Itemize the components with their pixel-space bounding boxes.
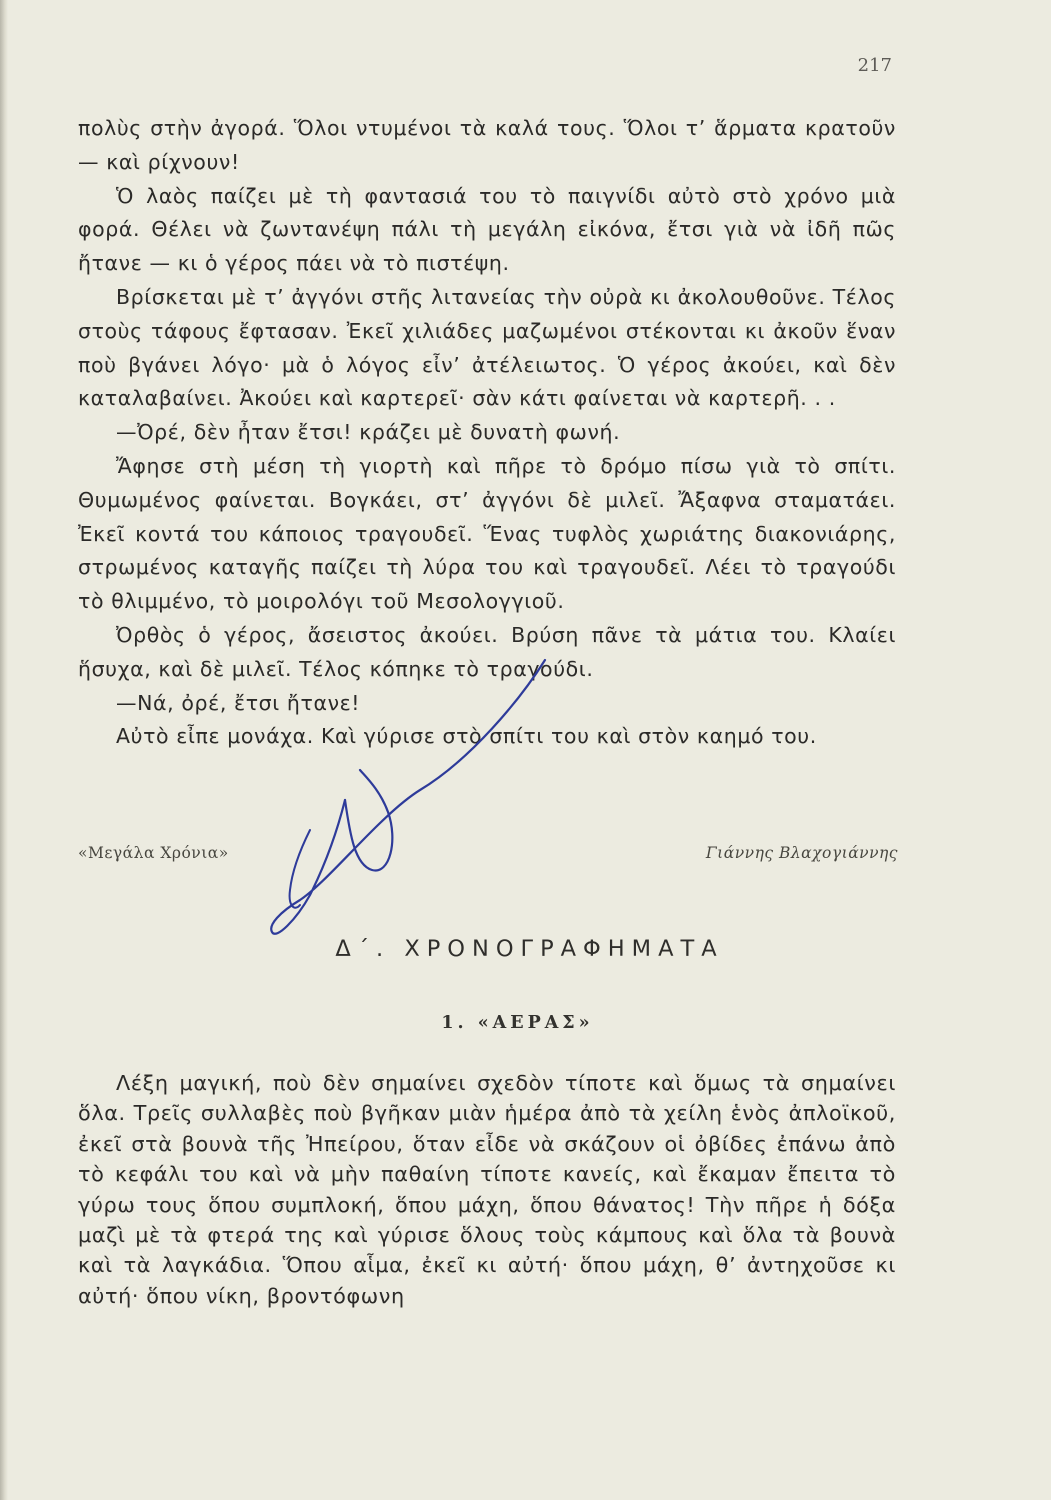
chronicle-text xyxy=(78,1068,896,1311)
paragraph: Ὀρθὸς ὁ γέρος, ἄσειστος ἀκούει. Βρύση πᾶνε τὰ μάτια του. Κλαίει ἥσυχα, καὶ δὲ μιλεῖ. Τέλος κόπηκε τὸ τραγούδι. xyxy=(78,622,896,681)
section-heading-text: Δ΄. ΧΡΟΝΟΓΡΑΦΗΜΑΤΑ xyxy=(335,936,724,962)
paragraph: Βρίσκεται μὲ τ’ ἀγγόνι στῆς λιτανείας τὴν οὐρὰ κι ἀκολουθοῦνε. Τέλος στοὺς τάφους ἔφτασαν. Ἐκεῖ χιλιάδες μαζωμένοι στέκονται κι ἀκοῦν ἕναν ποὺ βγάνει λόγο· μὰ ὁ λόγος εἶν’ ἀτέλειωτος. Ὁ γέρος ἀκούει, καὶ δὲν καταλαβαίνει. Ἀκούει καὶ καρτερεῖ· σὰν κάτι φαίνεται νὰ καρτερῆ. . . xyxy=(78,284,896,411)
page-binding-edge xyxy=(0,0,8,1500)
dialogue-line: —Νά, ὀρέ, ἔτσι ἤτανε! xyxy=(116,690,361,715)
paragraph: Ἄφησε στὴ μέση τὴ γιορτὴ καὶ πῆρε τὸ δρόμο πίσω γιὰ τὸ σπίτι. Θυμωμένος φαίνεται. Βογκάει, στ’ ἀγγόνι δὲ μιλεῖ. Ἄξαφνα σταματάει. Ἐκεῖ κοντά του κάποιος τραγουδεῖ. Ἕνας τυφλὸς χωριάτης διακονιάρης, στρωμένος καταγῆς παίζει τὴ λύρα του καὶ τραγουδεῖ. Λέει τὸ τραγούδι τὸ θλιμμένο, τὸ μοιρολόγι τοῦ Μεσολογγιοῦ. xyxy=(78,453,896,614)
paragraph: Λέξη μαγική, ποὺ δὲν σημαίνει σχεδὸν τίποτε καὶ ὅμως τὰ σημαίνει ὅλα. Τρεῖς συλλαβὲς ποὺ βγῆκαν μιὰν ἡμέρα ἀπὸ τὰ χείλη ἑνὸς ἀπλοϊκοῦ, ἐκεῖ στὰ βουνὰ τῆς Ἠπείρου, ὅταν εἶδε νὰ σκάζουν οἱ ὀβίδες ἐπάνω ἀπὸ τὸ κεφάλι του καὶ νὰ μὴν παθαίνη τίποτε κανείς, καὶ ἔκαμαν ἔπειτα τὸ γύρω τους ὅπου συμπλοκή, ὅπου μάχη, ὅπου θάνατος! Τὴν πῆρε ἡ δόξα μαζὶ μὲ τὰ φτερά της καὶ γύρισε ὅλους τοὺς κάμπους καὶ ὅλα τὰ βουνὰ καὶ τὰ λαγκάδια. Ὅπου αἷμα, ἐκεῖ κι αὐτή· ὅπου μάχη, θ’ ἀντηχοῦσε κι αὐτή· ὅπου νίκη, βροντόφωνη xyxy=(78,1071,896,1308)
paragraph: πολὺς στὴν ἀγορά. Ὅλοι ντυμένοι τὰ καλά τους. Ὅλοι τ’ ἅρματα κρατοῦν — καὶ ρίχνουν! xyxy=(78,116,896,174)
paragraph: Ὁ λαὸς παίζει μὲ τὴ φαντασιά του τὸ παιγνίδι αὐτὸ στὸ χρόνο μιὰ φορά. Θέλει νὰ ζωντανέψη πάλι τὴ μεγάλη εἰκόνα, ἔτσι γιὰ νὰ ἰδῆ πῶς ἤτανε — κι ὁ γέρος πάει νὰ τὸ πιστέψη. xyxy=(78,183,896,276)
publication-title: «Μεγάλα Χρόνια» xyxy=(78,844,229,862)
dialogue-line: —Ὀρέ, δὲν ἦταν ἔτσι! κράζει μὲ δυνατὴ φωνή. xyxy=(116,420,621,445)
chapter-subheading xyxy=(0,1013,1051,1033)
story-text xyxy=(78,112,896,754)
paragraph: Αὐτὸ εἶπε μονάχα. Καὶ γύρισε στὸ σπίτι του καὶ στὸν καημό του. xyxy=(116,724,817,749)
source-attribution xyxy=(78,842,898,868)
chapter-subheading-text: 1. «ΑΕΡΑΣ» xyxy=(441,1013,594,1033)
page-number: 217 xyxy=(857,55,892,76)
section-heading xyxy=(0,936,1051,962)
author-name: Γιάννης Βλαχογιάννης xyxy=(705,844,898,862)
